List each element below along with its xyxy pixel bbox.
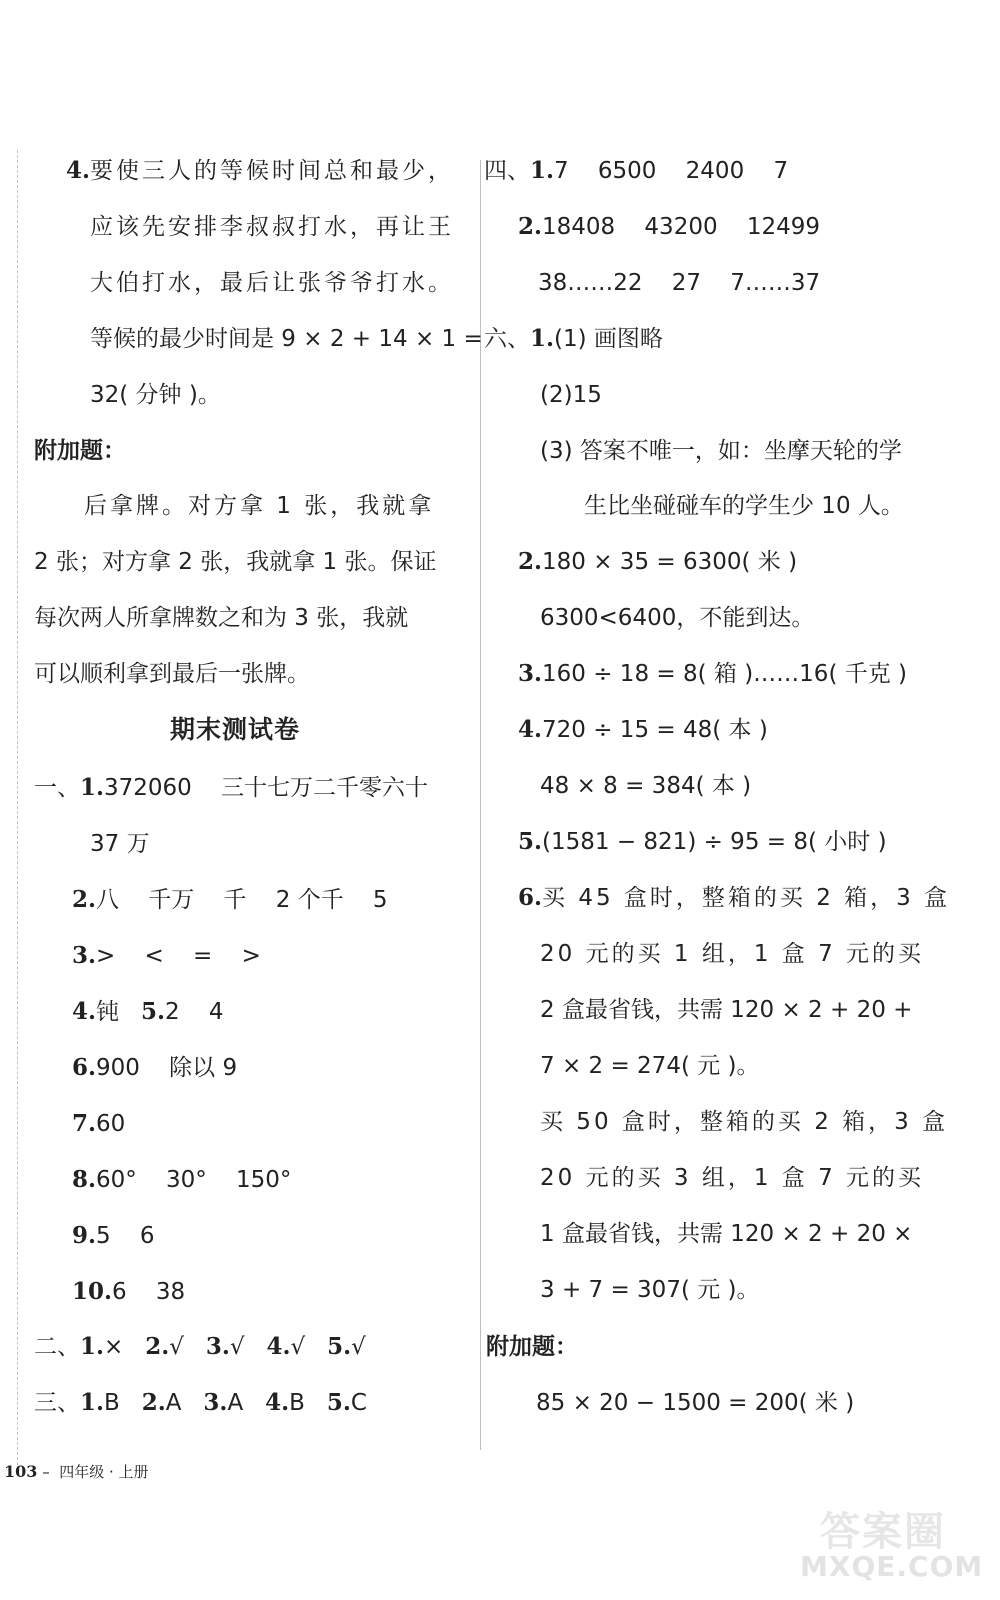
answer-line <box>66 155 454 187</box>
answer-line: 后拿牌。对方拿 1 张，我就拿 <box>84 493 435 519</box>
answer-text: √ <box>290 1334 306 1360</box>
section-prefix: 二、 <box>34 1334 80 1360</box>
question-number: 7. <box>72 1110 97 1137</box>
answer-line: 等候的最少时间是 9 × 2 + 14 × 1 = <box>90 326 483 352</box>
answer-text: C <box>350 1390 367 1416</box>
answer-line <box>72 1276 185 1308</box>
question-number: 4. <box>72 998 97 1025</box>
answer-line: 1 盒最省钱，共需 120 × 2 + 20 × <box>540 1221 913 1247</box>
answer-line: 7 × 2 = 274( 元 )。 <box>540 1053 760 1079</box>
answer-line <box>34 772 428 804</box>
answer-line: 3 + 7 = 307( 元 )。 <box>540 1277 760 1303</box>
answer-line: 38……22 27 7……37 <box>538 270 821 296</box>
answer-line: 2 盒最省钱，共需 120 × 2 + 20 + <box>540 997 913 1023</box>
answer-text: × <box>104 1334 124 1360</box>
question-number: 1. <box>80 1333 105 1360</box>
question-number: 2. <box>145 1333 170 1360</box>
question-number: 3. <box>72 942 97 969</box>
answer-line: (2)15 <box>540 382 602 408</box>
answer-line: 2 张；对方拿 2 张，我就拿 1 张。保证 <box>34 549 437 575</box>
question-number: 2. <box>518 548 543 575</box>
answer-line: 生比坐碰碰车的学生少 10 人。 <box>584 493 904 519</box>
answer-line <box>72 940 261 972</box>
question-number: 1. <box>530 157 555 184</box>
section-prefix: 三、 <box>34 1390 80 1416</box>
footer-dash: – <box>42 1463 50 1481</box>
question-number: 5. <box>518 828 543 855</box>
answer-line <box>34 1331 366 1363</box>
answer-line <box>518 882 950 914</box>
answer-text: 160 ÷ 18 = 8( 箱 )……16( 千克 ) <box>542 661 908 687</box>
answer-line: 32( 分钟 )。 <box>90 382 221 408</box>
answer-text: 720 ÷ 15 = 48( 本 ) <box>542 717 768 743</box>
section-prefix: 四、 <box>484 158 530 184</box>
question-number: 2. <box>518 213 543 240</box>
answer-text: > < = > <box>96 943 261 969</box>
answer-text: √ <box>351 1334 366 1360</box>
answer-text: 60 <box>96 1111 126 1137</box>
section-prefix: 一、 <box>34 775 80 801</box>
question-number: 4. <box>66 157 91 184</box>
question-number: 4. <box>266 1333 291 1360</box>
extra-question-heading: 附加题： <box>34 438 126 464</box>
answer-line <box>72 996 223 1028</box>
answer-line: 37 万 <box>90 831 150 857</box>
answer-text: 要使三人的等候时间总和最少， <box>90 158 455 184</box>
answer-line: 20 元的买 3 组，1 盒 7 元的买 <box>540 1165 925 1191</box>
question-number: 1. <box>80 1389 105 1416</box>
section-prefix: 六、 <box>484 326 530 352</box>
answer-line <box>518 211 820 243</box>
binding-margin-line <box>17 150 18 1470</box>
question-number: 9. <box>72 1222 97 1249</box>
answer-text: A <box>227 1390 244 1416</box>
answer-text: 6 38 <box>112 1279 186 1305</box>
answer-text: A <box>165 1390 182 1416</box>
answer-text: 180 × 35 = 6300( 米 ) <box>542 549 798 575</box>
answer-line: 大伯打水，最后让张爷爷打水。 <box>90 270 454 296</box>
answer-line <box>484 155 788 187</box>
answer-line: 买 50 盒时，整箱的买 2 箱，3 盒 <box>540 1109 949 1135</box>
extra-question-heading: 附加题： <box>486 1334 578 1360</box>
answer-line <box>72 1052 237 1084</box>
answer-text: 372060 三十七万二千零六十 <box>104 775 429 801</box>
answer-text: 2 4 <box>164 999 224 1025</box>
answer-text: 18408 43200 12499 <box>542 214 821 240</box>
answer-text: 900 除以 9 <box>96 1055 238 1081</box>
answer-line <box>518 714 768 746</box>
answer-text: 5 6 <box>96 1223 155 1249</box>
answer-line: 48 × 8 = 384( 本 ) <box>540 773 752 799</box>
answer-text: B <box>289 1390 305 1416</box>
question-number: 6. <box>518 884 543 911</box>
answer-text: (1) 画图略 <box>554 326 663 352</box>
page-number: 103 <box>4 1462 38 1481</box>
answer-line: 6300<6400，不能到达。 <box>540 605 815 631</box>
answer-line <box>72 1164 291 1196</box>
answer-line <box>518 546 797 578</box>
question-number: 2. <box>72 886 97 913</box>
question-number: 10. <box>72 1278 113 1305</box>
question-number: 8. <box>72 1166 97 1193</box>
question-number: 4. <box>518 716 543 743</box>
answer-line: 应该先安排李叔叔打水，再让王 <box>90 214 454 240</box>
answer-line: 20 元的买 1 组，1 盒 7 元的买 <box>540 941 925 967</box>
question-number: 3. <box>205 1333 230 1360</box>
section-title: 期末测试卷 <box>170 715 301 744</box>
question-number: 5. <box>327 1333 352 1360</box>
question-number: 2. <box>141 1389 166 1416</box>
answer-line: 85 × 20 − 1500 = 200( 米 ) <box>536 1390 855 1416</box>
answer-text: 买 45 盒时，整箱的买 2 箱，3 盒 <box>542 885 951 911</box>
question-number: 3. <box>518 660 543 687</box>
answer-text: 60° 30° 150° <box>96 1167 292 1193</box>
watermark-url: MXQE.COM <box>800 1550 984 1583</box>
answer-line: (3) 答案不唯一，如：坐摩天轮的学 <box>540 438 902 464</box>
answer-line: 每次两人所拿牌数之和为 3 张，我就 <box>34 605 409 631</box>
question-number: 4. <box>265 1389 290 1416</box>
page-footer <box>4 1462 149 1482</box>
question-number: 1. <box>80 774 105 801</box>
answer-line <box>72 1108 125 1140</box>
answer-line <box>518 826 887 858</box>
question-number: 5. <box>326 1389 351 1416</box>
answer-text: B <box>104 1390 120 1416</box>
answer-line <box>484 323 663 355</box>
answer-line <box>34 1387 367 1419</box>
answer-line: 可以顺利拿到最后一张牌。 <box>34 661 310 687</box>
answer-text: 钝 <box>96 999 120 1025</box>
answer-text: (1581 − 821) ÷ 95 = 8( 小时 ) <box>542 829 887 855</box>
answer-line <box>518 658 907 690</box>
question-number: 3. <box>203 1389 228 1416</box>
question-number: 5. <box>140 998 165 1025</box>
answer-text: √ <box>169 1334 184 1360</box>
answer-line <box>72 1220 155 1252</box>
watermark-logo: 答案圈 <box>820 1509 946 1555</box>
answer-text: 7 6500 2400 7 <box>554 158 789 184</box>
watermark <box>790 1500 990 1592</box>
grade-label: 四年级 · 上册 <box>59 1463 149 1481</box>
question-number: 1. <box>530 325 555 352</box>
answer-line <box>72 884 388 916</box>
answer-text: 八 千万 千 2 个千 5 <box>96 887 388 913</box>
answer-text: √ <box>229 1334 245 1360</box>
question-number: 6. <box>72 1054 97 1081</box>
